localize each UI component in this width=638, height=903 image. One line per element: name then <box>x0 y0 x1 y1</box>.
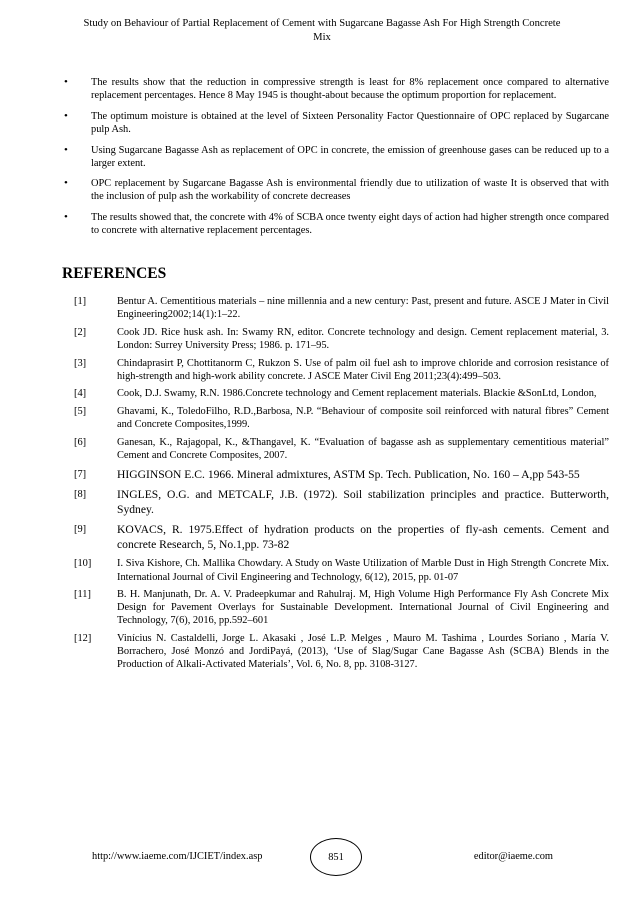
reference-item <box>62 387 609 400</box>
reference-number: [1] <box>74 296 87 307</box>
reference-list <box>62 295 609 676</box>
reference-text: Chindaprasirt P, Chottitanorm C, Rukzon S. Use of palm oil fuel ash to improve chloride and corrosion resistance of high-strength and high-work ability concrete. J ASCE Mater Civil Eng 2011;23(4):499–503. <box>117 357 609 382</box>
reference-item <box>62 405 609 431</box>
reference-item <box>62 295 609 321</box>
page-footer <box>90 838 558 876</box>
bullet-text: The optimum moisture is obtained at the level of Sixteen Personality Factor Questionnaire of OPC replaced by Sugarcane pulp Ash. <box>91 110 609 135</box>
bullet-dot-icon: • <box>64 109 68 122</box>
bullet-item <box>62 211 609 237</box>
reference-text: Bentur A. Cementitious materials – nine millennia and a new century: Past, present and future. ASCE J Mater in Civil Engineering2002;14(1):1–22. <box>117 296 609 321</box>
reference-number: [7] <box>74 468 87 480</box>
reference-text: HIGGINSON E.C. 1966. Mineral admixtures, ASTM Sp. Tech. Publication, No. 160 – A,pp 543-55 <box>117 467 580 481</box>
reference-item <box>62 557 609 583</box>
reference-text: Ghavami, K., ToledoFilho, R.D.,Barbosa, N.P. “Behaviour of composite soil reinforced with natural fibres” Cement and Concrete Composites,1999. <box>117 406 609 431</box>
reference-number: [8] <box>74 488 87 500</box>
conclusion-bullet-list <box>62 76 609 245</box>
reference-number: [5] <box>74 406 87 418</box>
bullet-text: Using Sugarcane Bagasse Ash as replacement of OPC in concrete, the emission of greenhouse gases can be reduced up to a larger extent. <box>91 144 609 169</box>
reference-number: [2] <box>74 326 87 338</box>
reference-number: [4] <box>74 388 87 400</box>
bullet-dot-icon: • <box>64 76 68 88</box>
reference-text: Cook, D.J. Swamy, R.N. 1986.Concrete technology and Cement replacement materials. Blackie &SonLtd, London, <box>117 388 597 400</box>
reference-text: KOVACS, R. 1975.Effect of hydration products on the properties of fly-ash cements. Cement and concrete Research, 5, No.1,pp. 73-82 <box>117 523 609 552</box>
reference-text: Ganesan, K., Rajagopal, K., &Thangavel, K. “Evaluation of bagasse ash as supplementary cementitious material” Cement and Concrete Composites, 2007. <box>117 436 609 461</box>
reference-item <box>62 357 609 383</box>
reference-number: [9] <box>74 524 87 535</box>
reference-number: [6] <box>74 436 87 448</box>
reference-text: I. Siva Kishore, Ch. Mallika Chowdary. A Study on Waste Utilization of Marble Dust in High Strength Concrete Mix. International Journal of Civil Engineering and Technology, 6(12), 2015, pp. 01-07 <box>117 558 609 583</box>
reference-item <box>62 326 609 352</box>
running-header-line1: Study on Behaviour of Partial Replacement of Cement with Sugarcane Bagasse Ash For High Strength Concrete <box>83 18 561 29</box>
reference-item <box>62 632 609 671</box>
reference-number: [10] <box>74 558 92 570</box>
footer-email-link[interactable]: editor@iaeme.com <box>473 851 553 862</box>
reference-item <box>62 588 609 627</box>
bullet-dot-icon: • <box>64 177 68 190</box>
running-header <box>62 17 582 45</box>
bullet-text: The results show that the reduction in compressive strength is least for 8% replacement once compared to alternative replacement percentages. Hence 8 May 1945 is thought-about because the optimum proportion for replacement. <box>91 77 609 102</box>
reference-item <box>62 487 609 518</box>
bullet-item <box>62 110 609 136</box>
reference-number: [11] <box>74 589 91 601</box>
bullet-text: OPC replacement by Sugarcane Bagasse Ash is environmental friendly due to utilization of waste It is observed that with the inclusion of pulp ash the workability of concrete decreases <box>91 178 609 203</box>
references-heading: REFERENCES <box>62 265 167 282</box>
reference-item <box>62 467 609 482</box>
bullet-text: The results showed that, the concrete with 4% of SCBA once twenty eight days of action had higher strength once compared to concrete with alternative replacement percentages. <box>91 212 609 237</box>
running-header-line2: Mix <box>313 32 331 43</box>
footer-url-link[interactable]: http://www.iaeme.com/IJCIET/index.asp <box>92 851 263 862</box>
reference-number: [3] <box>74 357 87 369</box>
reference-text: B. H. Manjunath, Dr. A. V. Pradeepkumar and Rahulraj. M, High Volume High Performance Fly Ash Concrete Mix Design for Pavement Overlays for Sustainable Development. International Journal of Civil Engineering and Technology, 7(6), 2016, pp.592–601 <box>117 589 609 627</box>
reference-text: INGLES, O.G. and METCALF, J.B. (1972). Soil stabilization principles and practice. Butterworth, Sydney. <box>117 487 609 516</box>
bullet-dot-icon: • <box>64 211 68 224</box>
reference-number: [12] <box>74 633 92 645</box>
reference-item <box>62 436 609 462</box>
bullet-item <box>62 76 609 102</box>
page-number: 851 <box>310 838 362 876</box>
bullet-dot-icon: • <box>64 143 68 156</box>
reference-text: Vinícius N. Castaldelli, Jorge L. Akasaki , José L.P. Melges , Mauro M. Tashima , Lourdes Soriano , María V. Borrachero, José Monzó and JordiPayá, (2013), ‘Use of Slag/Sugar Cane Bagasse Ash (SCBA) Blends in the Production of Alkali-Activated Materials’, Vol. 6, No. 8, pp. 3108-3127. <box>117 633 609 671</box>
reference-item <box>62 522 609 553</box>
bullet-item <box>62 144 609 170</box>
bullet-item <box>62 177 609 203</box>
reference-text: Cook JD. Rice husk ash. In: Swamy RN, editor. Concrete technology and design. Cement replacement material, 3. London: Surrey University Press; 1986. p. 171–95. <box>117 326 609 351</box>
